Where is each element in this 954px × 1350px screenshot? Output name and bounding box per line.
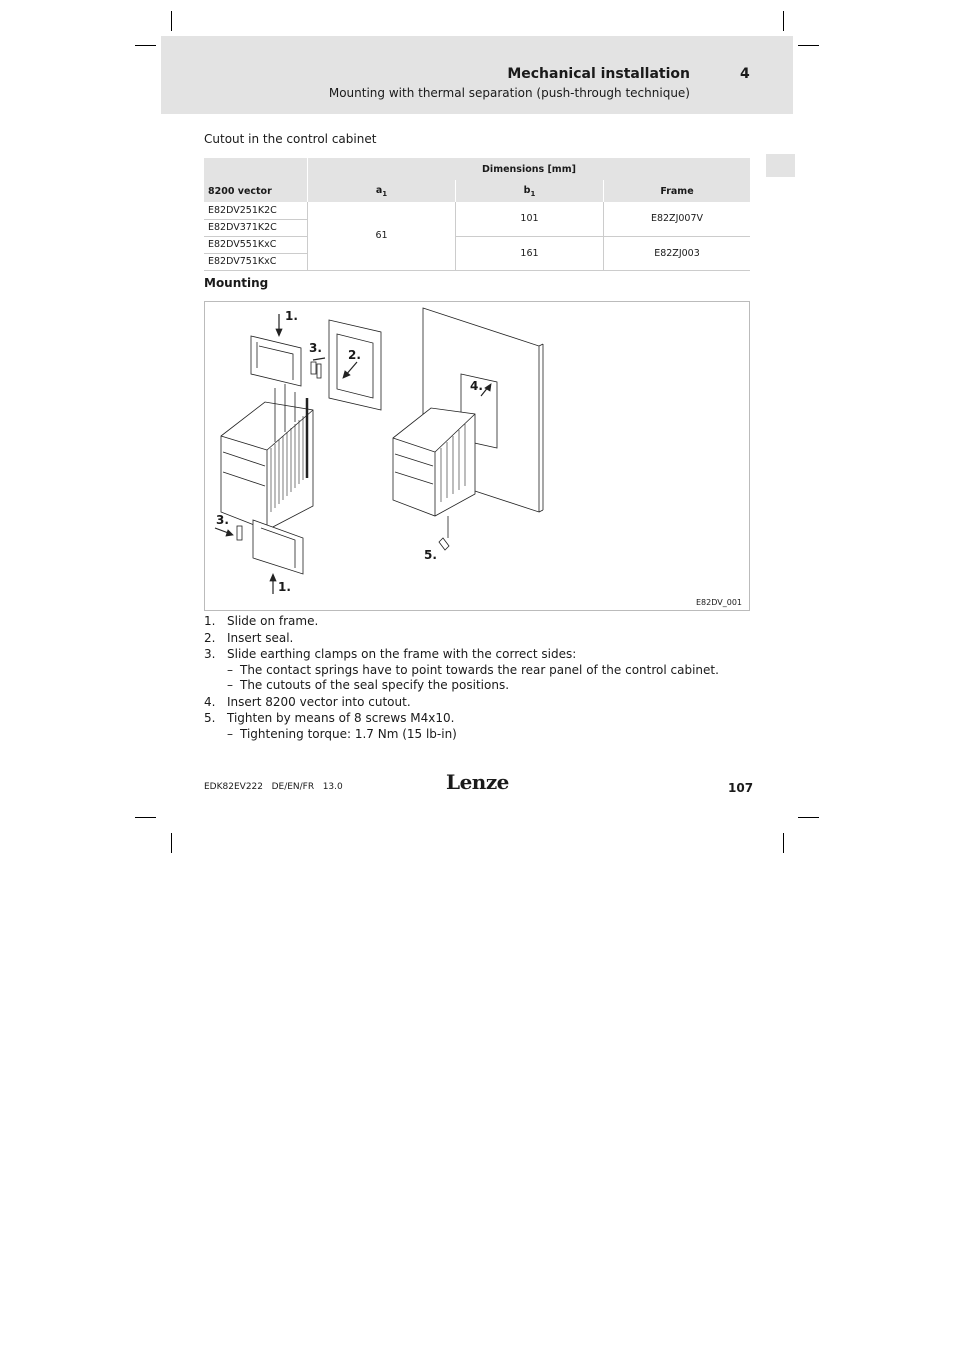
document-id: EDK82EV222 DE/EN/FR 13.0 bbox=[204, 782, 343, 792]
crop-mark bbox=[783, 833, 784, 853]
b1-cell: 161 bbox=[456, 236, 604, 270]
header-subtitle: Mounting with thermal separation (push-through technique) bbox=[328, 86, 690, 100]
col-header-frame: Frame bbox=[604, 180, 751, 202]
callout-label: 3. bbox=[216, 513, 229, 527]
mounting-steps bbox=[204, 613, 764, 742]
callout-label: 1. bbox=[285, 309, 298, 323]
crop-mark bbox=[135, 45, 156, 46]
frame-cell: E82ZJ007V bbox=[604, 202, 751, 236]
crop-mark bbox=[798, 817, 819, 818]
sub-item: – The contact springs have to point towards the rear panel of the control cabinet. bbox=[227, 662, 719, 677]
list-item: 1. Slide on frame. bbox=[204, 614, 319, 628]
list-item: 5. Tighten by means of 8 screws M4x10. – Tightening torque: 1.7 Nm (15 lb-in) bbox=[204, 710, 764, 742]
list-item: 3. Slide earthing clamps on the frame with the correct sides: – The contact springs have to point towards the rear panel of the control cabinet. – The cutouts of the seal specify the positions. bbox=[204, 646, 764, 694]
dimensions-table bbox=[204, 158, 750, 271]
mounting-title: Mounting bbox=[204, 276, 269, 290]
crop-mark bbox=[798, 45, 819, 46]
vector-cell: E82DV751KxC bbox=[204, 253, 308, 270]
section-title: Cutout in the control cabinet bbox=[204, 132, 377, 146]
table-row bbox=[204, 236, 750, 253]
col-header-b1: $b_1$ bbox=[456, 180, 604, 202]
col-header-a1: $a_1$ bbox=[308, 180, 456, 202]
dimensions-group-header: Dimensions [mm] bbox=[308, 158, 751, 180]
vector-cell: E82DV551KxC bbox=[204, 236, 308, 253]
sub-item: – The cutouts of the seal specify the positions. bbox=[227, 678, 510, 692]
header-title: Mechanical installation bbox=[507, 66, 690, 82]
vector-cell: E82DV371K2C bbox=[204, 219, 308, 236]
col-header-vector: 8200 vector bbox=[208, 185, 272, 197]
crop-mark bbox=[783, 11, 784, 31]
list-item: 2. Insert seal. bbox=[204, 630, 294, 645]
callout-label: 5. bbox=[424, 548, 437, 562]
callout-label: 2. bbox=[348, 348, 361, 362]
callout-label: 1. bbox=[278, 580, 291, 594]
crop-mark bbox=[135, 817, 156, 818]
crop-mark bbox=[171, 833, 172, 853]
callout-label: 3. bbox=[309, 341, 322, 355]
list-item: 4. Insert 8200 vector into cutout. bbox=[204, 694, 411, 709]
figure-code: E82DV_001 bbox=[696, 598, 742, 607]
callout-label: 4. bbox=[470, 379, 483, 393]
chapter-number: 4 bbox=[740, 66, 750, 82]
a1-cell: 61 bbox=[308, 202, 456, 270]
crop-mark bbox=[171, 11, 172, 31]
page-header bbox=[161, 36, 793, 114]
mounting-illustration bbox=[205, 302, 749, 610]
vector-cell: E82DV251K2C bbox=[204, 202, 308, 219]
sub-item: – Tightening torque: 1.7 Nm (15 lb-in) bbox=[227, 726, 457, 741]
lenze-logo: Lenze bbox=[446, 770, 509, 794]
table-row bbox=[204, 202, 750, 219]
page-number: 107 bbox=[728, 781, 754, 795]
mounting-figure bbox=[204, 301, 750, 611]
frame-cell: E82ZJ003 bbox=[604, 236, 751, 270]
b1-cell: 101 bbox=[456, 202, 604, 236]
chapter-tab bbox=[766, 154, 795, 177]
